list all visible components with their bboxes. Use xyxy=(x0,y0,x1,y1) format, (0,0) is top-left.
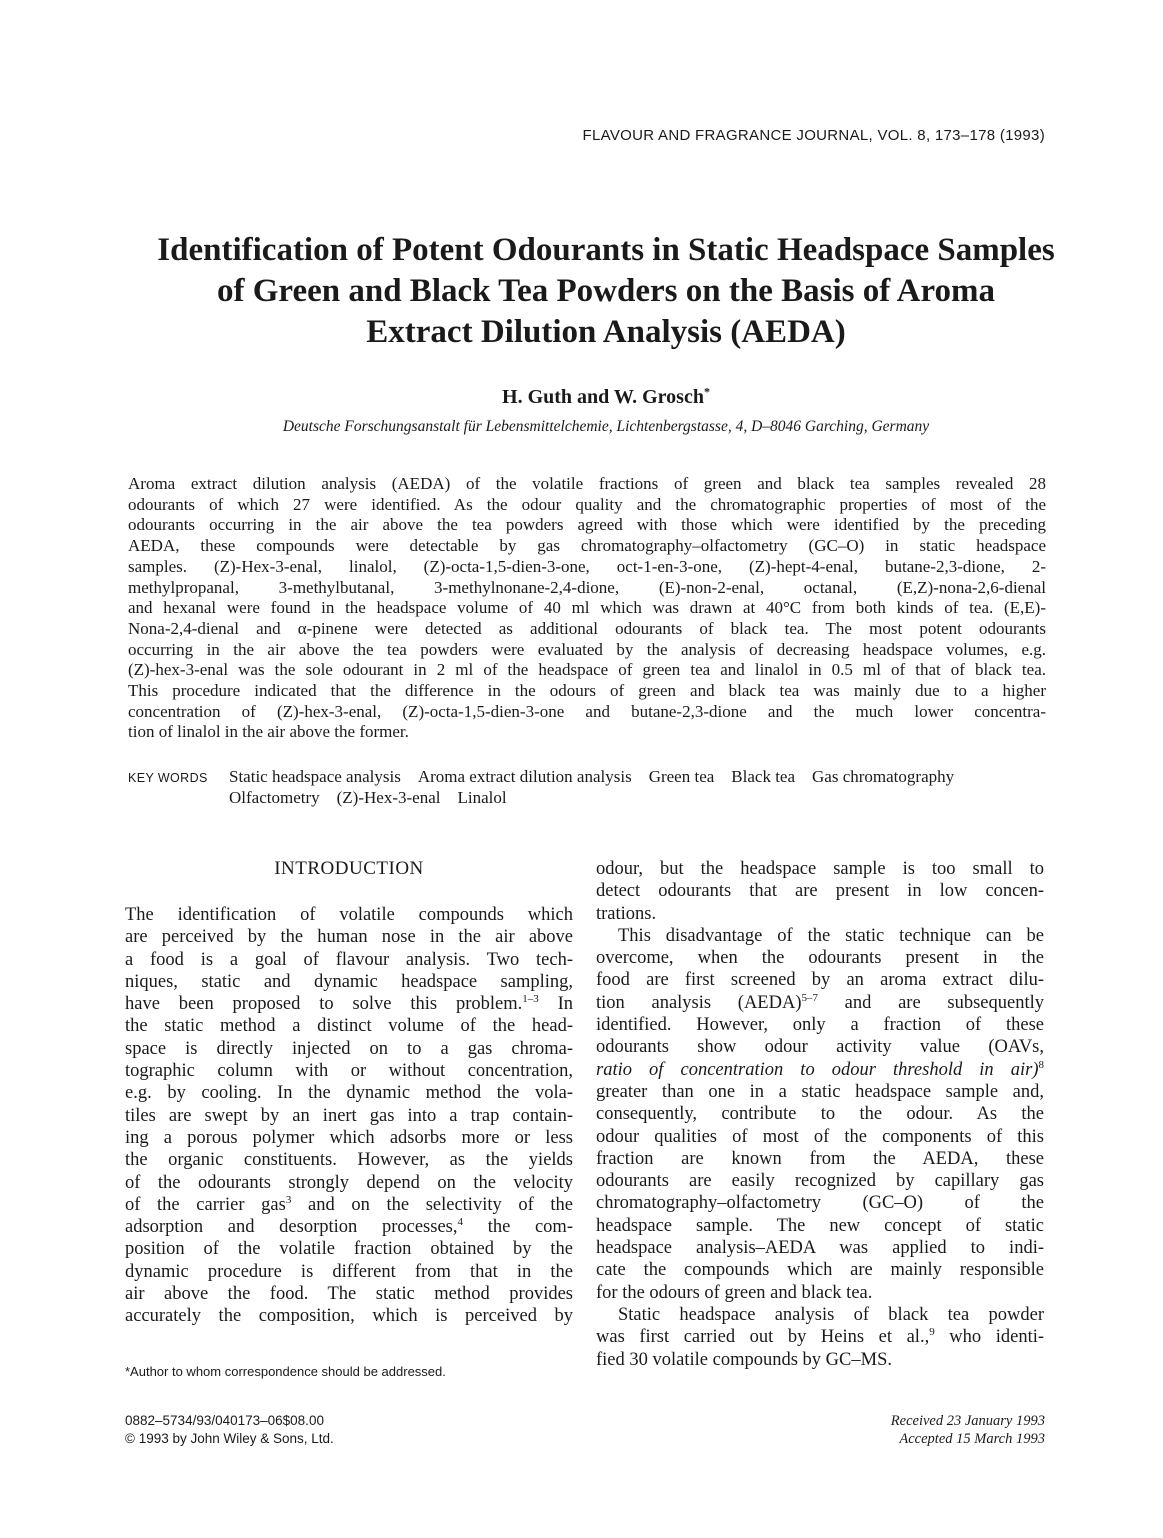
text-line xyxy=(125,1082,573,1104)
text-line xyxy=(125,1194,573,1216)
abstract-line: Aroma extract dilution analysis (AEDA) of the volatile fractions of green and black tea samples revealed 28 xyxy=(128,474,1046,493)
text-line xyxy=(125,1127,573,1149)
text-line xyxy=(125,1283,573,1305)
text-line xyxy=(596,1036,1044,1058)
text-line xyxy=(125,904,573,926)
text-line xyxy=(125,949,573,971)
line-text: cate the compounds which are mainly responsible xyxy=(596,1260,1044,1281)
text-line xyxy=(596,1170,1044,1192)
line-text: niques, static and dynamic headspace sampling, xyxy=(125,971,573,992)
abstract-line: This procedure indicated that the difference in the odours of green and black tea was mainly due to a higher xyxy=(128,681,1046,701)
line-text: are perceived by the human nose in the air above xyxy=(125,927,573,948)
line-text: tion analysis (AEDA) xyxy=(596,992,802,1013)
line-text: adsorption and desorption processes, xyxy=(125,1217,458,1238)
line-text: headspace sample. The new concept of static xyxy=(596,1215,1044,1236)
line-text: of the carrier gas xyxy=(125,1194,286,1215)
line-text: fied 30 volatile compounds by GC–MS. xyxy=(596,1349,892,1370)
keyword: Aroma extract dilution analysis xyxy=(417,767,632,786)
line-text: dynamic procedure is different from that in the xyxy=(125,1261,573,1282)
text-line xyxy=(596,1282,1044,1304)
keyword: (Z)-Hex-3-enal xyxy=(336,788,441,807)
text-line xyxy=(125,1149,573,1171)
line-text: the com- xyxy=(463,1217,573,1238)
text-line xyxy=(125,1105,573,1127)
keyword: Black tea xyxy=(731,767,796,786)
text-line xyxy=(596,1103,1044,1125)
text-line xyxy=(596,880,1044,902)
text-line xyxy=(596,858,1044,880)
abstract-line: (Z)-hex-3-enal was the sole odourant in 2 ml of the headspace of green tea and linalol in 0.5 ml of that of black tea. xyxy=(128,660,1046,680)
keyword: Gas chromatography xyxy=(812,767,955,786)
text-line xyxy=(125,926,573,948)
abstract-line: samples. (Z)-Hex-3-enal, linalol, (Z)-octa-1,5-dien-3-one, oct-1-en-3-one, (Z)-hept-4-enal, butane-2,3-dione, 2- xyxy=(128,556,1046,576)
line-text: trations. xyxy=(596,903,657,924)
abstract-line: tion of linalol in the air above the former. xyxy=(128,722,409,742)
article-title xyxy=(100,230,1112,353)
text-line xyxy=(596,969,1044,991)
keywords-block xyxy=(128,766,1046,808)
citation-superscript: 4 xyxy=(457,1216,463,1228)
line-text: ing a porous polymer which adsorbs more or less xyxy=(125,1127,573,1148)
line-text: accurately the composition, which is perceived by xyxy=(125,1306,573,1327)
issn-line: 0882–5734/93/040173–06$08.00 xyxy=(125,1413,324,1428)
citation-superscript: 8 xyxy=(1038,1058,1044,1071)
line-text: of the odourants strongly depend on the velocity xyxy=(125,1172,573,1193)
text-line xyxy=(596,1304,1044,1326)
text-line xyxy=(596,903,1044,925)
accepted-date: Accepted 15 March 1993 xyxy=(899,1431,1045,1447)
line-text: overcome, when the odourants present in the xyxy=(596,948,1044,969)
text-line xyxy=(125,1261,573,1283)
authors xyxy=(100,386,1112,409)
text-line xyxy=(596,1259,1044,1281)
text-line xyxy=(125,1015,573,1037)
abstract-line: methylpropanal, 3-methylbutanal, 3-methylnonane-2,4-dione, (E)-non-2-enal, octanal, (E,Z)-nona-2,6-dienal xyxy=(128,577,1046,597)
line-text: chromatography–olfactometry (GC–O) of the xyxy=(596,1193,1044,1214)
line-text: air above the food. The static method provides xyxy=(125,1284,573,1305)
line-text: and on the selectivity of the xyxy=(291,1194,574,1215)
abstract xyxy=(128,474,1046,743)
line-text: odour, but the headspace sample is too small to xyxy=(596,859,1044,879)
abstract-line: occurring in the air above the tea powders were evaluated by the analysis of decreasing headspace volumes, e.g. xyxy=(128,639,1046,659)
line-text: was first carried out by Heins et al., xyxy=(596,1327,930,1348)
title-line: Identification of Potent Odourants in Static Headspace Samples xyxy=(157,232,1055,268)
abstract-line: odourants of which 27 were identified. As the odour quality and the chromatographic properties of most of the xyxy=(128,494,1046,514)
line-text: and are subsequently xyxy=(817,992,1044,1013)
line-text: e.g. by cooling. In the dynamic method the vola- xyxy=(125,1083,573,1104)
line-text: consequently, contribute to the odour. As the xyxy=(596,1104,1044,1125)
copyright-line: © 1993 by John Wiley & Sons, Ltd. xyxy=(125,1431,334,1446)
text-line xyxy=(596,1215,1044,1237)
line-text: have been proposed to solve this problem. xyxy=(125,994,523,1015)
keyword: Linalol xyxy=(457,788,507,807)
copyright-block xyxy=(125,1412,334,1448)
text-line xyxy=(596,947,1044,969)
text-line xyxy=(125,1060,573,1082)
keywords-label: KEY WORDS xyxy=(128,771,208,785)
abstract-line: and hexanal were found in the headspace volume of 40 ml which was drawn at 40°C from both kinds of tea. (E,E)- xyxy=(128,598,1046,618)
footnote: *Author to whom correspondence should be addressed. xyxy=(125,1364,446,1379)
text-line xyxy=(125,1172,573,1194)
text-line xyxy=(596,1126,1044,1148)
text-line xyxy=(125,1238,573,1260)
line-text: position of the volatile fraction obtained by the xyxy=(125,1239,573,1260)
correspondence-mark: * xyxy=(703,384,710,399)
text-line xyxy=(596,992,1044,1014)
line-text: the static method a distinct volume of the head- xyxy=(125,1016,573,1037)
line-text: This disadvantage of the static technique can be xyxy=(618,925,1044,946)
received-date: Received 23 January 1993 xyxy=(890,1413,1045,1429)
abstract-line: odourants occurring in the air above the tea powders agreed with those which were identified by the preceding xyxy=(128,515,1046,535)
text-line xyxy=(596,1081,1044,1103)
received-dates xyxy=(891,1412,1045,1448)
line-text: greater than one in a static headspace sample and, xyxy=(596,1081,1044,1102)
text-line xyxy=(596,1237,1044,1259)
title-line: Extract Dilution Analysis (AEDA) xyxy=(366,314,846,350)
citation-superscript: 1–3 xyxy=(522,993,539,1006)
left-column xyxy=(125,858,573,1328)
text-line xyxy=(596,1192,1044,1214)
text-line xyxy=(125,993,573,1015)
title-line: of Green and Black Tea Powders on the Basis of Aroma xyxy=(217,273,995,309)
keyword: Green tea xyxy=(648,767,715,786)
left-column-text xyxy=(125,904,573,1328)
line-text: fraction are known from the AEDA, these xyxy=(596,1148,1044,1169)
line-text: odourants are easily recognized by capillary gas xyxy=(596,1171,1044,1192)
text-line xyxy=(596,1059,1044,1081)
section-heading-introduction: INTRODUCTION xyxy=(274,858,424,879)
abstract-line: concentration of (Z)-hex-3-enal, (Z)-octa-1,5-dien-3-one and butane-2,3-dione and the much lower concentra- xyxy=(128,701,1046,721)
text-line xyxy=(596,1326,1044,1348)
line-text: The identification of volatile compounds which xyxy=(125,905,573,925)
text-line xyxy=(125,1216,573,1238)
line-text: for the odours of green and black tea. xyxy=(596,1282,873,1303)
keyword: Static headspace analysis xyxy=(229,767,401,786)
line-text: ratio of concentration to odour threshold in air) xyxy=(596,1059,1039,1080)
running-head: FLAVOUR AND FRAGRANCE JOURNAL, VOL. 8, 173–178 (1993) xyxy=(582,127,1045,144)
text-line xyxy=(596,1148,1044,1170)
text-line xyxy=(596,1014,1044,1036)
right-column xyxy=(596,858,1044,1371)
line-text: space is directly injected on to a gas chroma- xyxy=(125,1038,573,1059)
line-text: who identi- xyxy=(934,1327,1045,1348)
text-line xyxy=(125,971,573,993)
citation-superscript: 3 xyxy=(285,1193,292,1206)
affiliation: Deutsche Forschungsanstalt für Lebensmittelchemie, Lichtenbergstasse, 4, D–8046 Garching, Germany xyxy=(282,418,930,435)
citation-superscript: 9 xyxy=(929,1326,935,1339)
line-text: Static headspace analysis of black tea powder xyxy=(618,1304,1044,1325)
abstract-line: Nona-2,4-dienal and α-pinene were detected as additional odourants of black tea. The most potent odourants xyxy=(128,618,1046,638)
line-text: identified. However, only a fraction of these xyxy=(596,1015,1044,1036)
line-text: detect odourants that are present in low concen- xyxy=(596,881,1044,902)
line-text: the organic constituents. However, as the yields xyxy=(125,1150,573,1171)
line-text: odourants show odour activity value (OAVs, xyxy=(596,1037,1044,1058)
line-text: tiles are swept by an inert gas into a trap contain- xyxy=(125,1105,573,1126)
line-text: a food is a goal of flavour analysis. Two tech- xyxy=(125,949,573,970)
text-line xyxy=(125,1038,573,1060)
line-text: headspace analysis–AEDA was applied to indi- xyxy=(596,1238,1044,1259)
line-text: tographic column with or without concentration, xyxy=(125,1061,573,1082)
citation-superscript: 5–7 xyxy=(801,991,818,1004)
line-text: food are first screened by an aroma extract dilu- xyxy=(596,970,1044,991)
abstract-line: AEDA, these compounds were detectable by gas chromatography–olfactometry (GC–O) in static headspace xyxy=(128,536,1046,556)
text-line xyxy=(125,1305,573,1327)
keywords-list xyxy=(229,766,1046,808)
line-text: odour qualities of most of the components of this xyxy=(596,1126,1044,1147)
text-line xyxy=(596,1349,1044,1371)
text-line xyxy=(596,925,1044,947)
author-names: H. Guth and W. Grosch xyxy=(502,386,704,408)
keyword: Olfactometry xyxy=(229,788,320,807)
line-text: In xyxy=(538,994,573,1015)
